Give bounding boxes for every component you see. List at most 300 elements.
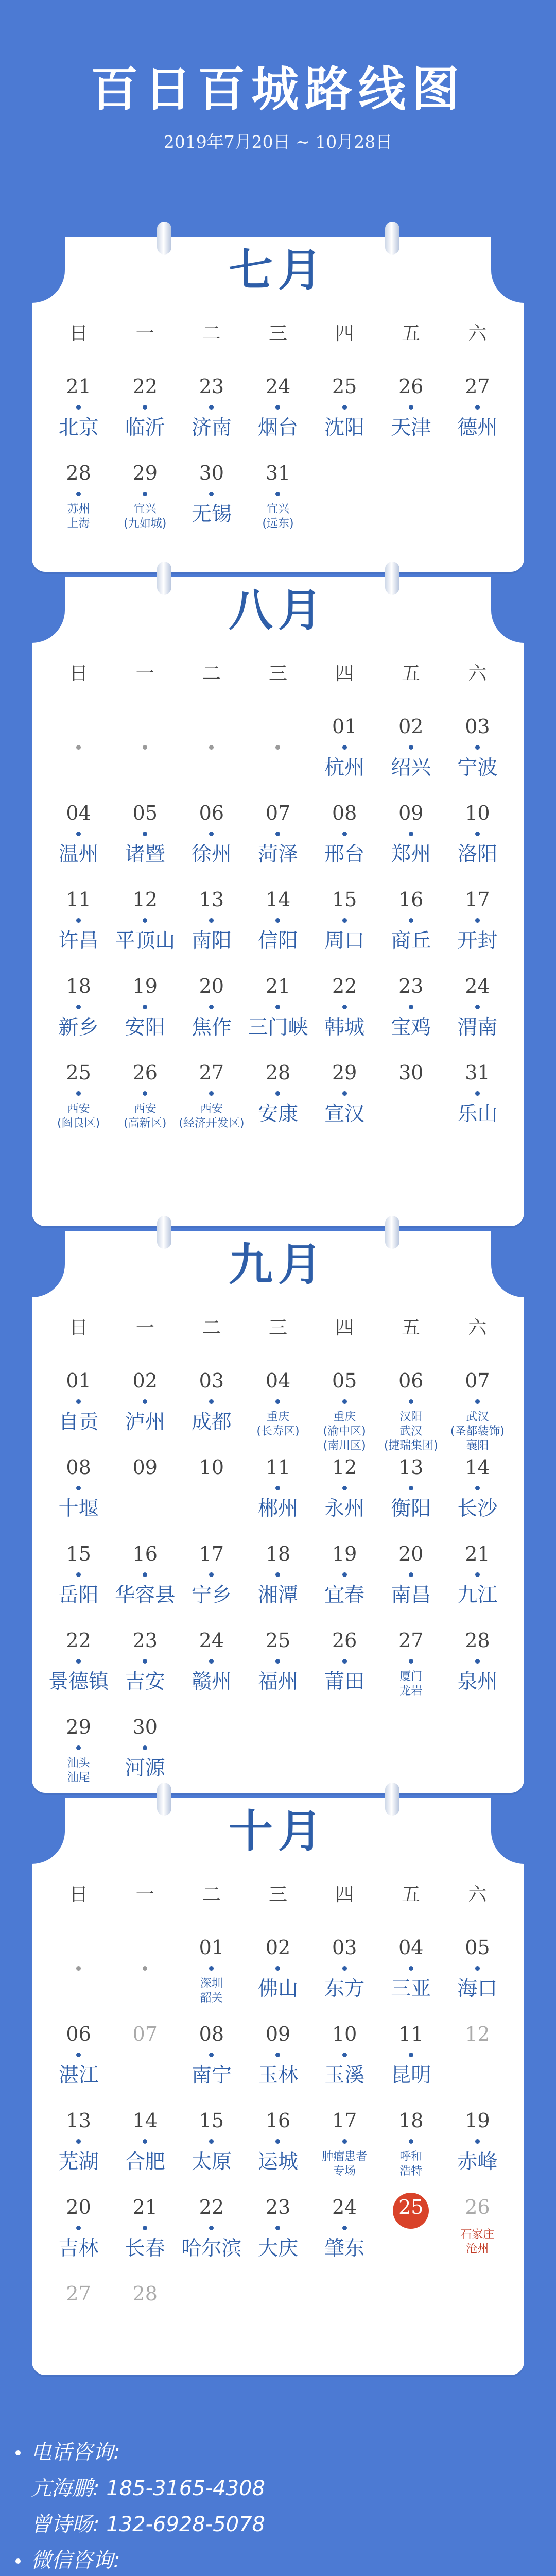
day-dot xyxy=(76,1659,81,1664)
city-label: 天津 xyxy=(391,416,431,439)
day-number: 19 xyxy=(465,2109,490,2132)
calendar-day xyxy=(112,2109,178,2196)
weekday-header: 五 xyxy=(402,663,421,684)
calendar-day xyxy=(311,1543,378,1629)
day-dot xyxy=(275,2053,280,2057)
day-number: 01 xyxy=(199,1936,224,1959)
city-label: 郴州 xyxy=(257,1497,298,1520)
calendar-day xyxy=(112,715,178,802)
city-label: 东方 xyxy=(324,1977,365,2001)
calendar-day xyxy=(45,888,112,975)
weekday-header: 四 xyxy=(335,663,354,684)
weekday-header: 五 xyxy=(402,1317,421,1338)
day-number: 23 xyxy=(199,375,224,398)
city-label: 宜兴 xyxy=(266,503,289,516)
calendar-day xyxy=(444,2282,511,2369)
day-dot xyxy=(76,1091,81,1096)
calendar-day xyxy=(444,715,511,802)
city-label: (高新区) xyxy=(124,1117,167,1130)
day-number: 19 xyxy=(332,1543,357,1565)
calendar-day xyxy=(245,1456,311,1543)
day-dot xyxy=(475,1966,480,1971)
day-number: 21 xyxy=(66,375,91,398)
calendar-day xyxy=(178,1456,245,1543)
city-label: 重庆 xyxy=(333,1411,356,1423)
city-label: 洛阳 xyxy=(457,843,498,866)
calendar-day xyxy=(311,2109,378,2196)
city-label: 沈阳 xyxy=(324,416,365,439)
day-dot xyxy=(143,492,147,496)
calendar-october xyxy=(32,1798,524,2375)
day-dot xyxy=(342,1005,347,1009)
city-label: 诸暨 xyxy=(125,843,165,866)
city-label: 南昌 xyxy=(391,1584,431,1607)
calendar-day xyxy=(444,1456,511,1543)
day-number: 16 xyxy=(132,1543,158,1565)
city-label: 三亚 xyxy=(391,1977,431,2001)
calendar-day xyxy=(378,1369,444,1456)
day-number: 02 xyxy=(132,1369,158,1392)
day-dot xyxy=(475,1399,480,1404)
empty-day-dot xyxy=(143,1966,147,1971)
day-number: 28 xyxy=(465,1629,490,1652)
calendar-day xyxy=(245,1629,311,1716)
day-dot xyxy=(275,1486,280,1490)
weekday-header: 四 xyxy=(335,1317,354,1338)
day-number: 13 xyxy=(199,888,224,911)
day-number: 18 xyxy=(398,2109,424,2132)
day-dot xyxy=(209,2053,214,2057)
day-dot xyxy=(275,1091,280,1096)
binder-rings xyxy=(0,1783,556,1814)
day-number: 17 xyxy=(199,1543,224,1565)
calendar-day xyxy=(178,2196,245,2282)
calendar-day xyxy=(112,888,178,975)
day-number: 09 xyxy=(265,2023,291,2045)
day-number: 06 xyxy=(398,1369,424,1392)
day-dot xyxy=(475,1486,480,1490)
city-label: 无锡 xyxy=(191,503,232,526)
month-title: 九月 xyxy=(229,1239,327,1291)
day-number: 02 xyxy=(398,715,424,738)
city-label: 沧州 xyxy=(466,2243,489,2256)
day-number: 28 xyxy=(265,1061,291,1084)
day-dot xyxy=(475,1005,480,1009)
date-range: 2019年7月20日 ~ 10月28日 xyxy=(163,132,393,152)
city-label: 许昌 xyxy=(58,929,99,953)
day-number: 22 xyxy=(199,2196,224,2218)
calendar-day xyxy=(45,462,112,548)
weekday-header: 六 xyxy=(468,323,487,344)
calendar-day xyxy=(378,888,444,975)
calendar-day xyxy=(245,1543,311,1629)
weekday-header: 一 xyxy=(135,1884,154,1905)
day-dot xyxy=(76,2226,81,2230)
day-number: 04 xyxy=(66,802,91,824)
day-dot xyxy=(209,2139,214,2144)
day-dot xyxy=(209,405,214,410)
day-number: 28 xyxy=(66,462,91,484)
city-label: 石家庄 xyxy=(460,2228,495,2241)
city-label: 宣汉 xyxy=(324,1103,365,1126)
binder-rings-top xyxy=(0,222,556,252)
day-number: 25 xyxy=(66,1061,91,1084)
day-number: 08 xyxy=(199,2023,224,2045)
binder-rings xyxy=(0,1216,556,1247)
city-label: 徐州 xyxy=(191,843,232,866)
city-label: 南宁 xyxy=(191,2064,232,2087)
calendar-day xyxy=(45,1629,112,1716)
calendar-day xyxy=(444,1629,511,1716)
city-label: 浩特 xyxy=(399,2165,423,2178)
day-number: 20 xyxy=(199,975,224,997)
calendar-day xyxy=(444,375,511,462)
city-label: 昆明 xyxy=(391,2064,431,2087)
day-dot xyxy=(143,2226,147,2230)
city-label: 温州 xyxy=(58,843,99,866)
calendar-day xyxy=(378,462,444,548)
calendar-day xyxy=(311,2196,378,2282)
city-label: (经济开发区) xyxy=(179,1117,245,1130)
day-dot xyxy=(76,2053,81,2057)
day-number: 18 xyxy=(265,1543,291,1565)
weekday-header: 三 xyxy=(268,663,287,684)
day-dot xyxy=(409,1005,413,1009)
page-title: 百日百城路线图 xyxy=(90,61,465,117)
calendar-day xyxy=(444,1543,511,1629)
day-dot xyxy=(409,2053,413,2057)
day-dot xyxy=(76,1399,81,1404)
calendar-day xyxy=(112,2023,178,2109)
weekday-header: 日 xyxy=(69,1884,88,1905)
calendar-day xyxy=(311,1369,378,1456)
day-number: 30 xyxy=(199,462,224,484)
calendar-day xyxy=(444,2023,511,2109)
calendar-day xyxy=(112,1061,178,1148)
weekday-header: 三 xyxy=(268,1884,287,1905)
day-number: 01 xyxy=(332,715,357,738)
city-label: 龙岩 xyxy=(399,1685,423,1698)
calendar-day xyxy=(178,1629,245,1716)
day-number: 07 xyxy=(265,802,291,824)
day-dot xyxy=(143,1091,147,1096)
calendar-day xyxy=(444,1061,511,1148)
binder-ring xyxy=(385,222,399,255)
calendar-day xyxy=(378,2023,444,2109)
calendar-day xyxy=(178,1061,245,1148)
calendar-day xyxy=(444,975,511,1061)
day-number: 22 xyxy=(132,375,158,398)
day-number: 24 xyxy=(265,375,291,398)
calendar-day xyxy=(112,375,178,462)
city-label: 九江 xyxy=(457,1584,498,1607)
city-label: 呼和 xyxy=(399,2150,423,2163)
city-label: 专场 xyxy=(333,2165,356,2178)
city-label: 武汉 xyxy=(399,1425,423,1438)
day-dot xyxy=(409,918,413,923)
day-dot xyxy=(275,2226,280,2230)
day-dot xyxy=(275,1966,280,1971)
day-number: 22 xyxy=(66,1629,91,1652)
city-label: 合肥 xyxy=(125,2150,165,2174)
calendar-day xyxy=(311,715,378,802)
day-dot xyxy=(342,1966,347,1971)
day-dot xyxy=(475,918,480,923)
calendar-day xyxy=(444,1369,511,1456)
day-dot xyxy=(76,2139,81,2144)
day-dot xyxy=(209,492,214,496)
city-label: 肇东 xyxy=(324,2237,365,2260)
city-label: 北京 xyxy=(58,416,99,439)
day-dot xyxy=(475,2139,480,2144)
calendar-day xyxy=(178,802,245,888)
weekday-header: 三 xyxy=(268,1317,287,1338)
day-dot xyxy=(475,1572,480,1577)
calendar-day xyxy=(311,2023,378,2109)
calendar-day xyxy=(444,2196,511,2282)
day-dot xyxy=(342,2226,347,2230)
city-label: 吉林 xyxy=(58,2237,99,2260)
city-label: 玉溪 xyxy=(324,2064,365,2087)
city-label: 十堰 xyxy=(58,1497,99,1520)
weekday-header: 一 xyxy=(135,1317,154,1338)
city-label: 成都 xyxy=(191,1411,232,1434)
day-number: 17 xyxy=(465,888,490,911)
day-dot xyxy=(342,832,347,836)
day-dot xyxy=(409,745,413,750)
city-label: (九如城) xyxy=(124,517,167,530)
calendar-day xyxy=(178,2023,245,2109)
calendar-day xyxy=(311,1629,378,1716)
day-number: 07 xyxy=(132,2023,158,2045)
weekday-header: 二 xyxy=(202,663,221,684)
day-number: 26 xyxy=(465,2196,490,2218)
day-dot xyxy=(275,918,280,923)
city-label: 西安 xyxy=(133,1103,157,1115)
day-number: 30 xyxy=(132,1716,158,1738)
day-number: 27 xyxy=(66,2282,91,2305)
city-label: 自贡 xyxy=(58,1411,99,1434)
weekday-header: 五 xyxy=(402,323,421,344)
calendar-day xyxy=(311,802,378,888)
day-dot xyxy=(76,492,81,496)
calendar-day xyxy=(45,2282,112,2369)
calendar-day xyxy=(112,975,178,1061)
calendar-day xyxy=(45,1456,112,1543)
city-label: 福州 xyxy=(257,1670,298,1693)
weekday-header: 六 xyxy=(468,1884,487,1905)
day-dot xyxy=(342,1659,347,1664)
day-dot xyxy=(409,1486,413,1490)
calendar-grid xyxy=(45,318,511,548)
month-title: 七月 xyxy=(229,244,327,296)
weekday-header: 日 xyxy=(69,1317,88,1338)
city-label: 乐山 xyxy=(457,1103,498,1126)
city-label: 玉林 xyxy=(257,2064,298,2087)
day-dot xyxy=(342,405,347,410)
calendar-day xyxy=(112,1543,178,1629)
calendar-day xyxy=(178,1936,245,2023)
day-dot xyxy=(209,1572,214,1577)
contact-line: 亢海鹏: 185-3165-4308 xyxy=(31,2477,265,2500)
day-number: 30 xyxy=(398,1061,424,1084)
day-dot xyxy=(342,2139,347,2144)
weekday-header: 一 xyxy=(135,323,154,344)
city-label: 莆田 xyxy=(324,1670,365,1693)
city-label: 渭南 xyxy=(457,1016,498,1039)
day-number: 25 xyxy=(398,2196,424,2218)
city-label: 焦作 xyxy=(191,1016,232,1039)
day-number: 26 xyxy=(132,1061,158,1084)
day-dot xyxy=(275,1005,280,1009)
city-label: 三门峡 xyxy=(248,1016,308,1039)
city-label: (长寿区) xyxy=(256,1425,300,1438)
city-label: 泸州 xyxy=(125,1411,165,1434)
calendar-day xyxy=(245,1061,311,1148)
day-dot xyxy=(76,918,81,923)
calendar-day xyxy=(112,1629,178,1716)
day-number: 12 xyxy=(465,2023,490,2045)
calendar-day xyxy=(311,462,378,548)
calendar-day xyxy=(112,462,178,548)
city-label: 河源 xyxy=(125,1757,165,1780)
calendar-day xyxy=(245,2023,311,2109)
calendar-day xyxy=(245,2109,311,2196)
day-number: 05 xyxy=(465,1936,490,1959)
bullet-icon xyxy=(15,2450,21,2455)
calendar-day xyxy=(45,1543,112,1629)
day-number: 03 xyxy=(199,1369,224,1392)
city-label: 宁波 xyxy=(457,756,498,779)
city-label: 大庆 xyxy=(257,2237,298,2260)
calendar-day xyxy=(45,2109,112,2196)
day-dot xyxy=(209,1966,214,1971)
day-dot xyxy=(275,832,280,836)
weekday-header: 一 xyxy=(135,663,154,684)
calendar-day xyxy=(178,715,245,802)
calendar-grid xyxy=(45,1313,511,1802)
day-number: 29 xyxy=(132,462,158,484)
calendar-august xyxy=(32,577,524,1226)
day-number: 24 xyxy=(332,2196,357,2218)
contact-line: 曾诗旸: 132-6928-5078 xyxy=(31,2513,265,2536)
city-label: 上海 xyxy=(67,517,90,530)
calendar-day xyxy=(378,1629,444,1716)
calendar-day xyxy=(378,1543,444,1629)
calendar-day xyxy=(311,2282,378,2369)
city-label: 韶关 xyxy=(200,1992,223,2005)
day-number: 29 xyxy=(66,1716,91,1738)
header xyxy=(0,0,556,185)
calendar-day xyxy=(311,1061,378,1148)
day-dot xyxy=(342,745,347,750)
day-number: 15 xyxy=(199,2109,224,2132)
city-label: 邢台 xyxy=(324,843,365,866)
calendar-day xyxy=(311,975,378,1061)
empty-day-dot xyxy=(76,1966,81,1971)
calendar-day xyxy=(378,375,444,462)
city-label: 长沙 xyxy=(457,1497,498,1520)
day-number: 13 xyxy=(66,2109,91,2132)
day-dot xyxy=(209,832,214,836)
calendar-day xyxy=(311,1936,378,2023)
weekday-header: 二 xyxy=(202,1317,221,1338)
calendar-day xyxy=(378,1936,444,2023)
day-number: 03 xyxy=(465,715,490,738)
city-label: 信阳 xyxy=(257,929,298,953)
day-number: 08 xyxy=(332,802,357,824)
city-label: 运城 xyxy=(257,2150,298,2174)
day-dot xyxy=(475,1091,480,1096)
day-dot xyxy=(209,1399,214,1404)
day-dot xyxy=(342,918,347,923)
day-number: 25 xyxy=(265,1629,291,1652)
calendar-day xyxy=(178,1543,245,1629)
binder-rings xyxy=(0,562,556,592)
calendar-day xyxy=(112,2282,178,2369)
weekday-header: 五 xyxy=(402,1884,421,1905)
calendar-day xyxy=(178,375,245,462)
city-label: 佛山 xyxy=(257,1977,298,2001)
calendar-day xyxy=(378,1061,444,1148)
city-label: (渝中区) xyxy=(323,1425,366,1438)
calendar-day xyxy=(178,975,245,1061)
city-label: 赤峰 xyxy=(457,2150,498,2174)
day-number: 05 xyxy=(332,1369,357,1392)
day-dot xyxy=(409,405,413,410)
city-label: 厦门 xyxy=(399,1670,423,1683)
city-label: 宜兴 xyxy=(133,503,157,516)
calendar-day xyxy=(112,802,178,888)
day-number: 27 xyxy=(199,1061,224,1084)
city-label: 菏泽 xyxy=(257,843,298,866)
day-dot xyxy=(342,1572,347,1577)
day-dot xyxy=(409,1399,413,1404)
day-dot xyxy=(275,1399,280,1404)
city-label: 韩城 xyxy=(324,1016,365,1039)
day-number: 15 xyxy=(66,1543,91,1565)
city-label: (圣都装饰) xyxy=(450,1425,505,1438)
day-number: 11 xyxy=(398,2023,424,2045)
day-number: 17 xyxy=(332,2109,357,2132)
day-number: 26 xyxy=(398,375,424,398)
calendar-day xyxy=(178,1369,245,1456)
calendar-day xyxy=(378,715,444,802)
city-label: 南阳 xyxy=(191,929,232,953)
day-number: 23 xyxy=(265,2196,291,2218)
weekday-header: 四 xyxy=(335,1884,354,1905)
phone-label: 电话咨询: xyxy=(31,2441,120,2464)
day-dot xyxy=(409,1966,413,1971)
day-dot xyxy=(475,832,480,836)
city-label: 周口 xyxy=(324,929,365,953)
calendar-day xyxy=(378,2282,444,2369)
day-dot xyxy=(409,832,413,836)
weekday-header: 二 xyxy=(202,1884,221,1905)
day-dot xyxy=(143,1659,147,1664)
day-dot xyxy=(475,745,480,750)
day-number: 06 xyxy=(199,802,224,824)
calendar-day xyxy=(112,1369,178,1456)
calendar-july xyxy=(32,237,524,572)
day-number: 18 xyxy=(66,975,91,997)
binder-ring xyxy=(157,1783,171,1816)
calendar-day xyxy=(378,2109,444,2196)
day-number: 10 xyxy=(465,802,490,824)
city-label: 衡阳 xyxy=(391,1497,431,1520)
day-number: 04 xyxy=(398,1936,424,1959)
calendar-day xyxy=(444,462,511,548)
